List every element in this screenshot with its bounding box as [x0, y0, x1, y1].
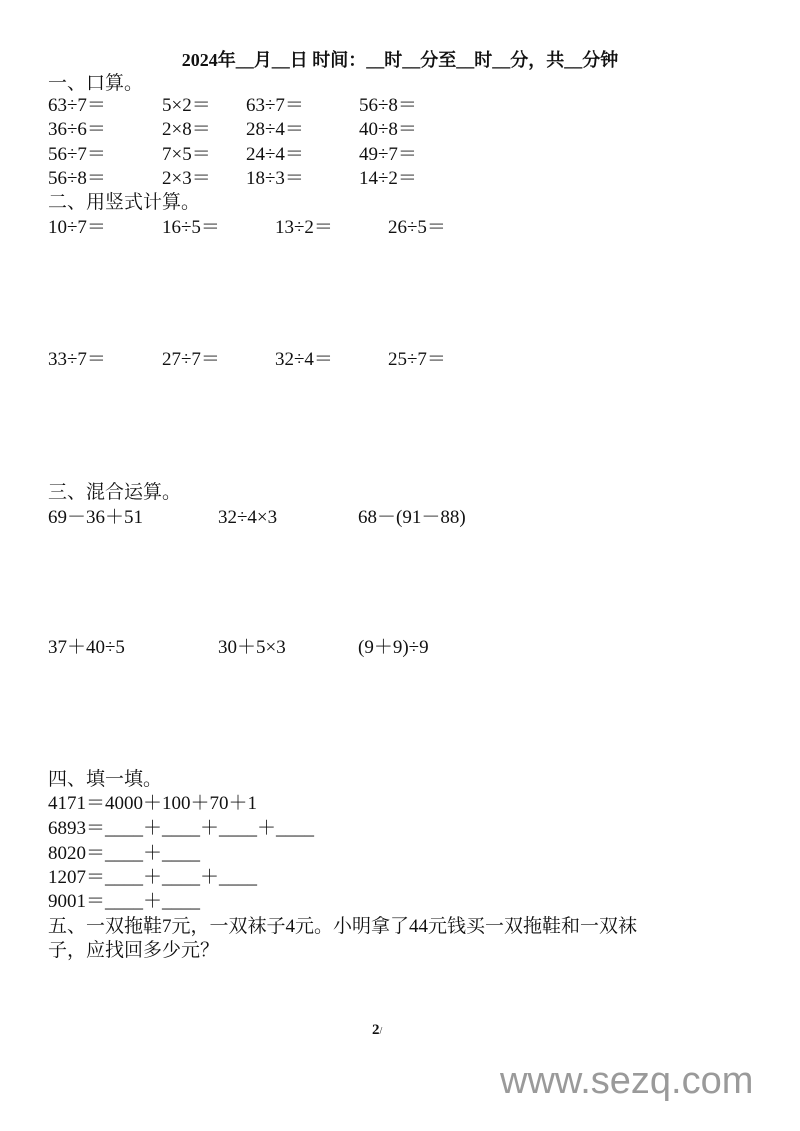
fill-in-line: 8020＝____＋____ — [48, 843, 201, 864]
problem: 56÷7＝ — [48, 144, 106, 165]
problem: 40÷8＝ — [359, 119, 417, 140]
problem: 56÷8＝ — [48, 168, 106, 189]
problem: 2×3＝ — [162, 168, 211, 189]
problem: 13÷2＝ — [275, 217, 333, 238]
problem: 5×2＝ — [162, 95, 211, 116]
problem: 25÷7＝ — [388, 349, 446, 370]
section5-text-line1: 五、一双拖鞋7元，一双袜子4元。小明拿了44元钱买一双拖鞋和一双袜 — [48, 916, 638, 937]
problem: 14÷2＝ — [359, 168, 417, 189]
problem: 24÷4＝ — [246, 144, 304, 165]
section3-heading: 三、混合运算。 — [48, 482, 182, 503]
problem: 63÷7＝ — [246, 95, 304, 116]
problem: 28÷4＝ — [246, 119, 304, 140]
problem: 2×8＝ — [162, 119, 211, 140]
fill-in-line: 6893＝____＋____＋____＋____ — [48, 818, 315, 839]
problem: (9＋9)÷9 — [358, 637, 429, 658]
worksheet-title: 2024年__月__日 时间：__时__分至__时__分，共__分钟 — [181, 50, 619, 70]
problem: 32÷4＝ — [275, 349, 333, 370]
problem: 27÷7＝ — [162, 349, 220, 370]
problem: 69－36＋51 — [48, 507, 144, 528]
problem: 37＋40÷5 — [48, 637, 125, 658]
problem: 36÷6＝ — [48, 119, 106, 140]
problem: 10÷7＝ — [48, 217, 106, 238]
problem: 33÷7＝ — [48, 349, 106, 370]
section4-heading: 四、填一填。 — [48, 769, 163, 790]
problem: 63÷7＝ — [48, 95, 106, 116]
problem: 7×5＝ — [162, 144, 211, 165]
problem: 16÷5＝ — [162, 217, 220, 238]
problem: 68－(91－88) — [358, 507, 466, 528]
watermark: www.sezq.com — [500, 1060, 754, 1102]
problem: 49÷7＝ — [359, 144, 417, 165]
fill-in-line: 9001＝____＋____ — [48, 891, 201, 912]
problem: 26÷5＝ — [388, 217, 446, 238]
fill-in-line: 4171＝4000＋100＋70＋1 — [48, 793, 258, 814]
problem: 56÷8＝ — [359, 95, 417, 116]
fill-in-line: 1207＝____＋____＋____ — [48, 867, 258, 888]
page-number — [372, 1022, 382, 1039]
page-number-value: 2 — [372, 1022, 380, 1038]
section5-text-line2: 子，应找回多少元？ — [48, 940, 220, 961]
section1-heading: 一、口算。 — [48, 73, 144, 94]
problem: 30＋5×3 — [218, 637, 286, 658]
section2-heading: 二、用竖式计算。 — [48, 192, 201, 213]
problem: 18÷3＝ — [246, 168, 304, 189]
page-number-suffix: / — [379, 1026, 383, 1037]
problem: 32÷4×3 — [218, 507, 278, 528]
